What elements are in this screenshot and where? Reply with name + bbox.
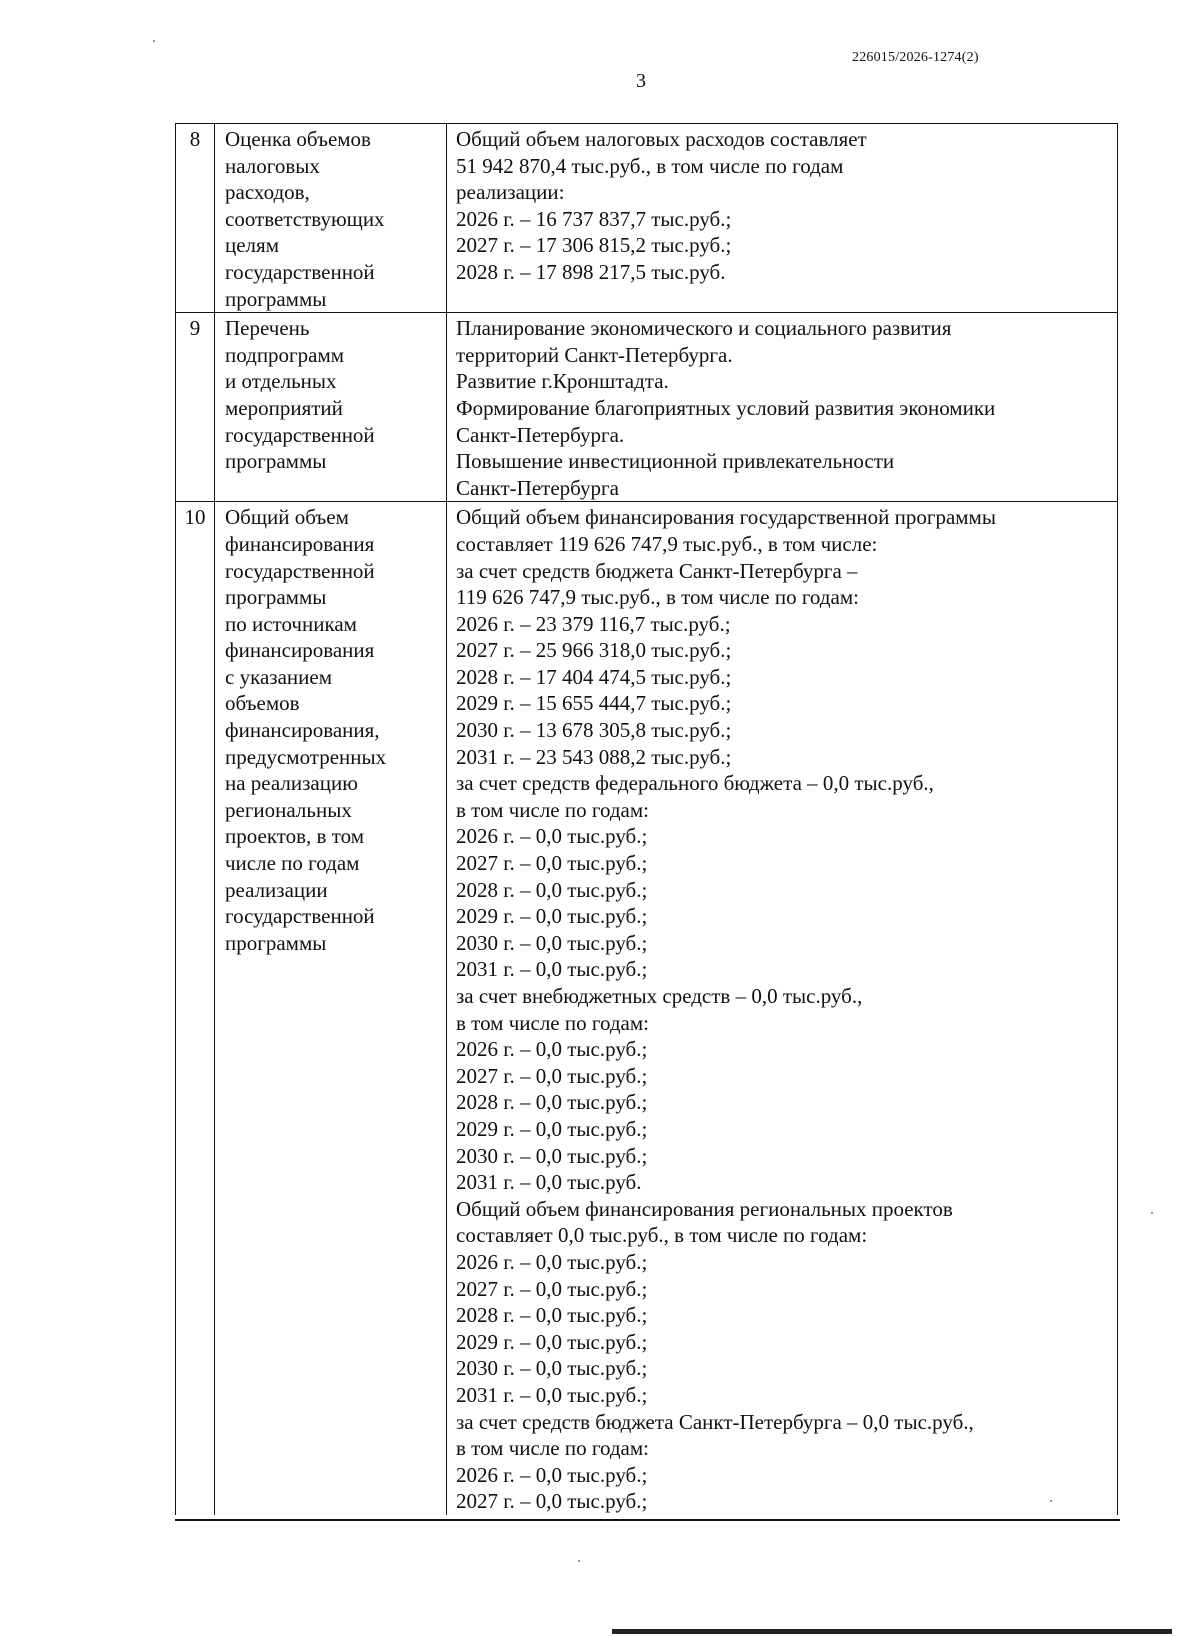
label-line: и отдельных [225, 369, 337, 394]
content-line: Санкт-Петербурга [456, 475, 619, 500]
row-number: 10 [176, 502, 215, 1515]
document-registration-number: 226015/2026-1274(2) [852, 50, 979, 65]
content-line: Общий объем финансирования государственной программы [456, 505, 996, 530]
content-line: 2027 г. – 0,0 тыс.руб.; [456, 1063, 648, 1088]
content-line: 2027 г. – 25 966 318,0 тыс.руб.; [456, 638, 732, 663]
content-line: 2027 г. – 17 306 815,2 тыс.руб.; [456, 233, 732, 258]
content-line: территорий Санкт-Петербурга. [456, 342, 733, 367]
label-line: финансирования [225, 638, 375, 663]
scan-speck [1151, 1212, 1153, 1214]
content-line: 2026 г. – 0,0 тыс.руб.; [456, 1462, 648, 1487]
content-line: 2030 г. – 0,0 тыс.руб.; [456, 930, 648, 955]
label-line: региональных [225, 797, 352, 822]
row-label [215, 124, 447, 313]
scan-bottom-edge [612, 1629, 1172, 1634]
content-line: 2030 г. – 0,0 тыс.руб.; [456, 1143, 648, 1168]
content-line: за счет внебюджетных средств – 0,0 тыс.руб., [456, 984, 863, 1008]
label-line: налоговых [225, 153, 320, 178]
row-number: 8 [176, 124, 215, 313]
content-line: 2029 г. – 15 655 444,7 тыс.руб.; [456, 691, 732, 716]
content-line: составляет 0,0 тыс.руб., в том числе по годам: [456, 1223, 868, 1248]
content-line: в том числе по годам: [456, 1010, 649, 1035]
row-number: 9 [176, 313, 215, 502]
content-line: 2031 г. – 0,0 тыс.руб. [456, 1170, 642, 1195]
content-line: 2031 г. – 0,0 тыс.руб.; [456, 957, 648, 982]
content-line: Формирование благоприятных условий развития экономики [456, 395, 996, 420]
content-line: в том числе по годам: [456, 1436, 649, 1461]
label-line: программы [225, 930, 327, 955]
content-line: 119 626 747,9 тыс.руб., в том числе по годам: [456, 585, 859, 610]
content-line: 2028 г. – 0,0 тыс.руб.; [456, 877, 648, 902]
scan-speck [578, 1560, 580, 1562]
content-line: 2030 г. – 0,0 тыс.руб.; [456, 1356, 648, 1381]
label-line: на реализацию [225, 771, 358, 796]
label-line: программы [225, 449, 327, 474]
label-line: подпрограмм [225, 342, 345, 367]
row-label [215, 502, 447, 1515]
content-line: 2028 г. – 0,0 тыс.руб.; [456, 1090, 648, 1115]
content-line: Повышение инвестиционной привлекательности [456, 449, 895, 474]
label-line: объемов [225, 691, 300, 716]
label-line: с указанием [225, 664, 332, 689]
content-line: Развитие г.Кронштадта. [456, 369, 669, 394]
label-line: расходов, [225, 180, 310, 205]
content-line: Общий объем налоговых расходов составляет [456, 127, 867, 151]
row-content [447, 124, 1118, 313]
label-line: финансирования, [225, 718, 380, 743]
content-line: 51 942 870,4 тыс.руб., в том числе по годам [456, 153, 844, 178]
table-row [176, 313, 1118, 502]
content-line: реализации: [456, 180, 565, 205]
scan-speck [1050, 1500, 1052, 1502]
content-line: Санкт-Петербурга. [456, 422, 625, 447]
label-line: финансирования [225, 531, 375, 556]
table-row [176, 502, 1118, 1515]
label-line: программы [225, 286, 327, 311]
row-content [447, 502, 1118, 1515]
label-line: мероприятий [225, 395, 343, 420]
content-line: в том числе по годам: [456, 797, 649, 822]
table-bottom-border [175, 1519, 1120, 1521]
label-line: государственной [225, 422, 375, 447]
scan-speck [153, 40, 155, 42]
label-line: по источникам [225, 611, 357, 636]
label-line: числе по годам [225, 851, 360, 876]
label-line: Оценка объемов [225, 127, 371, 151]
content-line: 2028 г. – 17 404 474,5 тыс.руб.; [456, 664, 732, 689]
content-line: 2031 г. – 23 543 088,2 тыс.руб.; [456, 744, 732, 769]
content-line: 2026 г. – 0,0 тыс.руб.; [456, 1037, 648, 1062]
row-content [447, 313, 1118, 502]
label-line: проектов, в том [225, 824, 365, 849]
label-line: программы [225, 585, 327, 610]
label-line: целям [225, 233, 279, 258]
content-line: 2031 г. – 0,0 тыс.руб.; [456, 1382, 648, 1407]
content-line: 2028 г. – 17 898 217,5 тыс.руб. [456, 259, 726, 284]
table-row [176, 124, 1118, 313]
content-line: 2026 г. – 16 737 837,7 тыс.руб.; [456, 206, 732, 231]
content-line: за счет средств федерального бюджета – 0,0 тыс.руб., [456, 771, 934, 796]
content-line: 2029 г. – 0,0 тыс.руб.; [456, 1116, 648, 1141]
content-line: 2030 г. – 13 678 305,8 тыс.руб.; [456, 718, 732, 743]
label-line: реализации [225, 877, 328, 902]
program-passport-table [175, 123, 1118, 1515]
content-line: 2027 г. – 0,0 тыс.руб.; [456, 1276, 648, 1301]
label-line: соответствующих [225, 206, 385, 231]
content-line: Планирование экономического и социального развития [456, 316, 952, 341]
label-line: государственной [225, 904, 375, 929]
content-line: составляет 119 626 747,9 тыс.руб., в том числе: [456, 531, 878, 556]
content-line: 2029 г. – 0,0 тыс.руб.; [456, 1329, 648, 1354]
label-line: государственной [225, 259, 375, 284]
content-line: Общий объем финансирования региональных проектов [456, 1196, 953, 1221]
content-line: 2026 г. – 0,0 тыс.руб.; [456, 824, 648, 849]
label-line: государственной [225, 558, 375, 583]
label-line: предусмотренных [225, 744, 387, 769]
content-line: 2027 г. – 0,0 тыс.руб.; [456, 851, 648, 876]
content-line: 2026 г. – 0,0 тыс.руб.; [456, 1249, 648, 1274]
row-label [215, 313, 447, 502]
content-line: 2027 г. – 0,0 тыс.руб.; [456, 1489, 648, 1514]
content-line: за счет средств бюджета Санкт-Петербурга – [456, 558, 858, 583]
content-line: 2028 г. – 0,0 тыс.руб.; [456, 1303, 648, 1328]
page-number: 3 [636, 70, 646, 92]
label-line: Перечень [225, 316, 310, 341]
label-line: Общий объем [225, 505, 349, 530]
content-line: 2026 г. – 23 379 116,7 тыс.руб.; [456, 611, 731, 636]
content-line: 2029 г. – 0,0 тыс.руб.; [456, 904, 648, 929]
content-line: за счет средств бюджета Санкт-Петербурга – 0,0 тыс.руб., [456, 1409, 974, 1434]
